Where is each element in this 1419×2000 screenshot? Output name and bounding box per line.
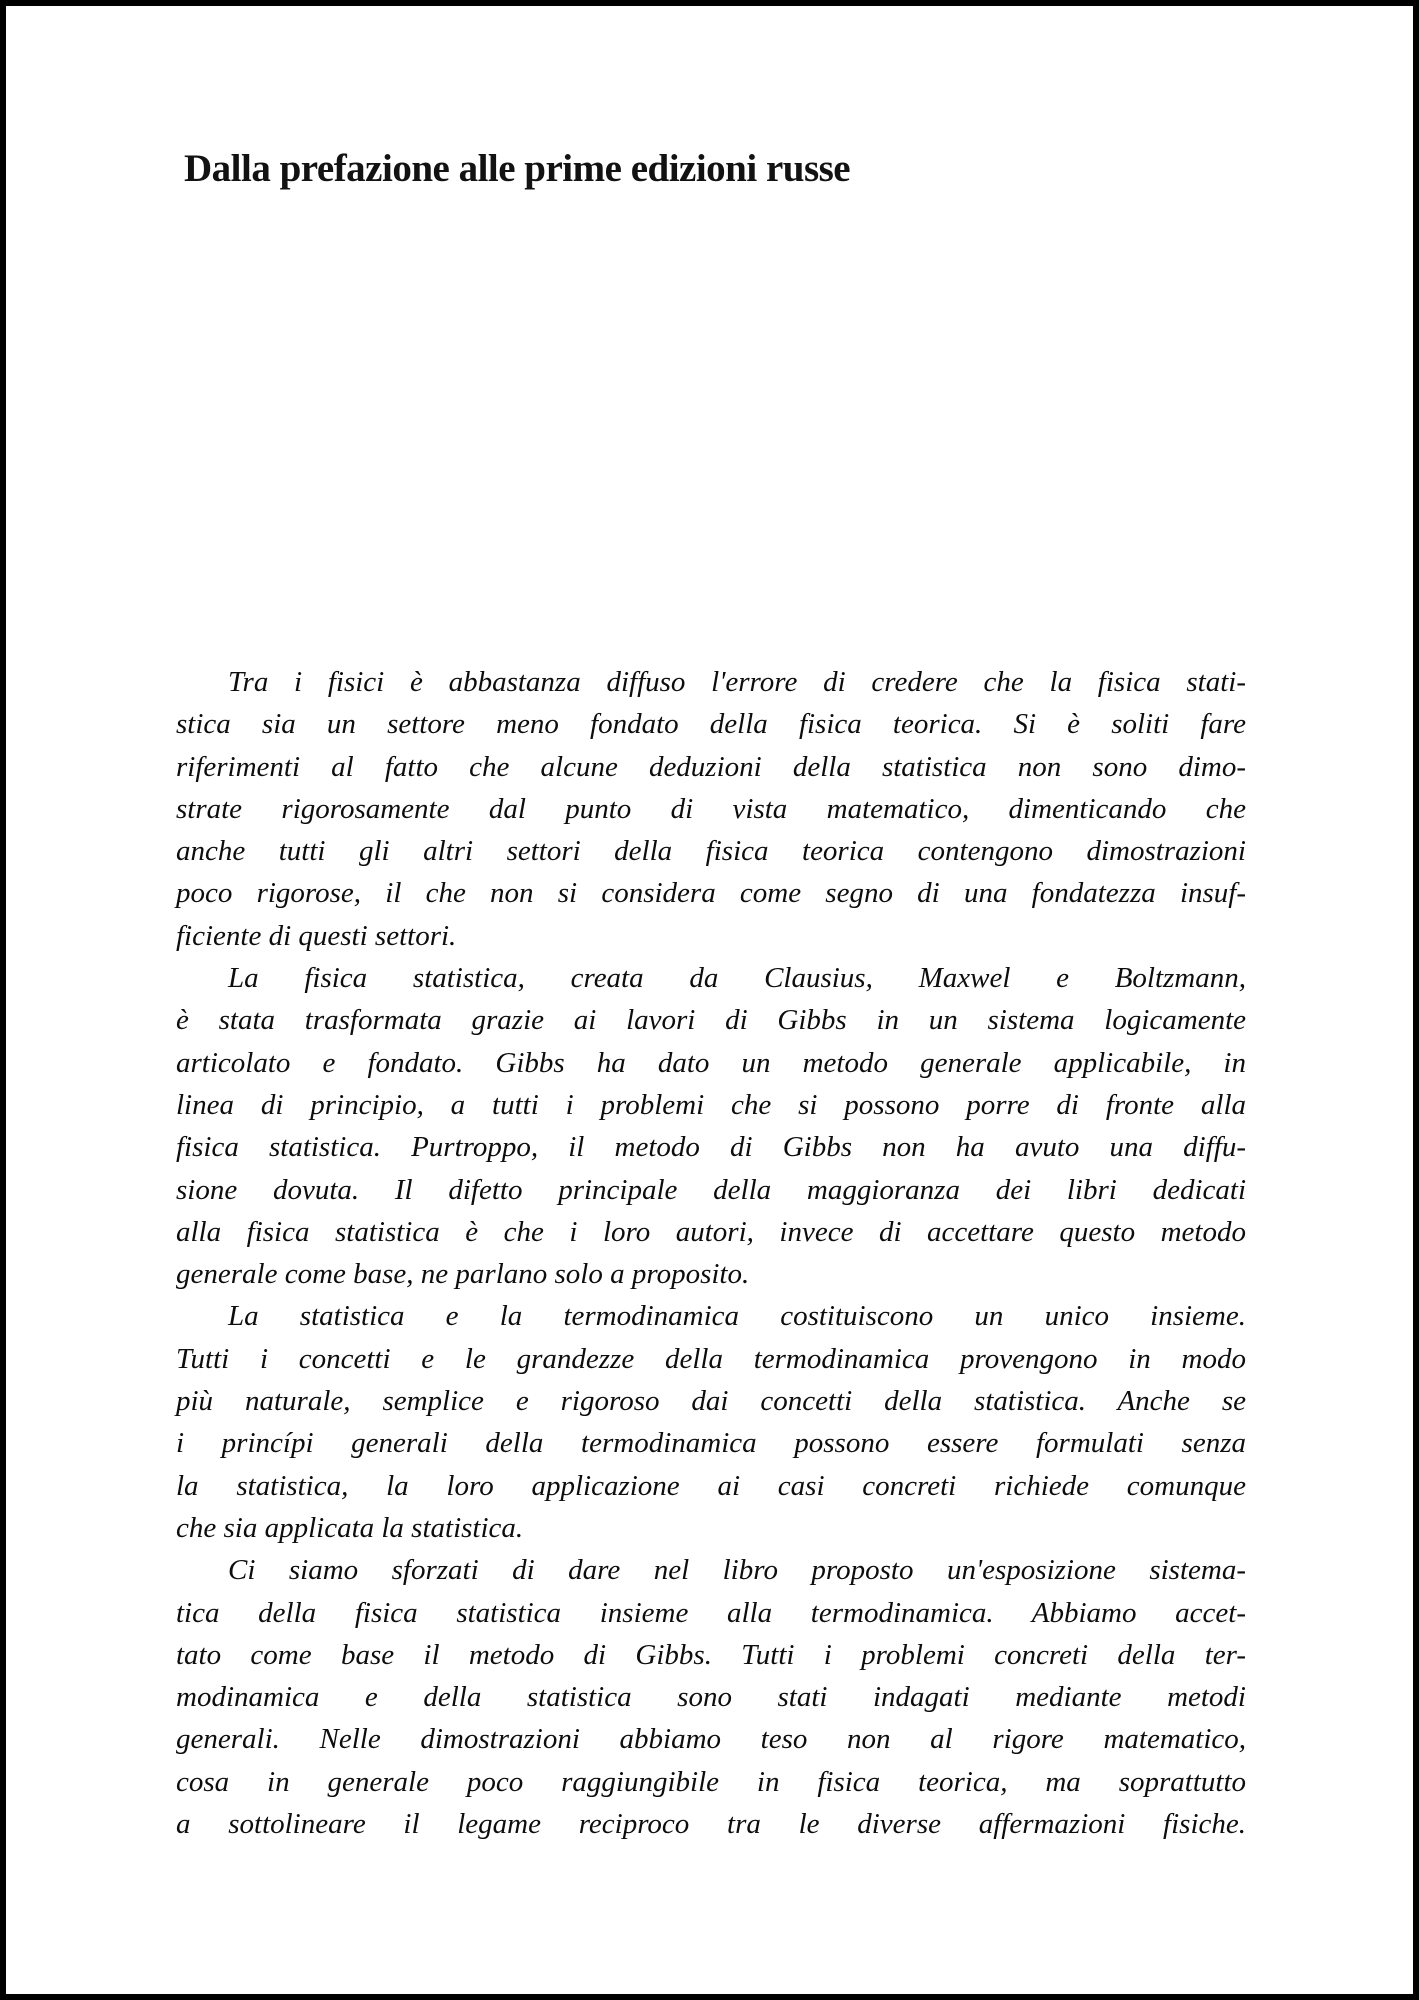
text-line: ficiente di questi settori. xyxy=(176,919,457,952)
text-line: articolato e fondato. Gibbs ha dato un metodo generale applicabile, in xyxy=(176,1046,1246,1079)
text-line: cosa in generale poco raggiungibile in fisica teorica, ma soprattutto xyxy=(176,1765,1246,1798)
text-line: stica sia un settore meno fondato della fisica teorica. Si è soliti fare xyxy=(176,708,1246,741)
body-text xyxy=(176,661,1246,1845)
text-line: tica della fisica statistica insieme alla termodinamica. Abbiamo accet- xyxy=(176,1596,1246,1629)
text-line: Ci siamo sforzati di dare nel libro proposto un'esposizione sistema- xyxy=(228,1554,1246,1587)
text-line: sione dovuta. Il difetto principale della maggioranza dei libri dedicati xyxy=(176,1173,1246,1206)
text-line: a sottolineare il legame reciproco tra le diverse affermazioni fisiche. xyxy=(176,1808,1246,1841)
text-line: è stata trasformata grazie ai lavori di Gibbs in un sistema logicamente xyxy=(176,1004,1246,1037)
text-line: i princípi generali della termodinamica possono essere formulati senza xyxy=(176,1427,1246,1460)
text-line: che sia applicata la statistica. xyxy=(176,1511,524,1544)
text-line: tato come base il metodo di Gibbs. Tutti i problemi concreti della ter- xyxy=(176,1638,1246,1671)
text-line: fisica statistica. Purtroppo, il metodo di Gibbs non ha avuto una diffu- xyxy=(176,1131,1246,1164)
text-line: riferimenti al fatto che alcune deduzioni della statistica non sono dimo- xyxy=(176,750,1246,783)
text-line: poco rigorose, il che non si considera come segno di una fondatezza insuf- xyxy=(176,877,1246,910)
text-line: alla fisica statistica è che i loro autori, invece di accettare questo metodo xyxy=(176,1215,1246,1248)
text-line: Tutti i concetti e le grandezze della termodinamica provengono in modo xyxy=(176,1342,1246,1375)
text-line: linea di principio, a tutti i problemi che si possono porre di fronte alla xyxy=(176,1088,1246,1121)
text-line: più naturale, semplice e rigoroso dai concetti della statistica. Anche se xyxy=(176,1385,1246,1418)
text-line: generale come base, ne parlano solo a proposito. xyxy=(176,1258,750,1291)
text-line: anche tutti gli altri settori della fisica teorica contengono dimostrazioni xyxy=(176,835,1246,868)
text-line: generali. Nelle dimostrazioni abbiamo teso non al rigore matematico, xyxy=(176,1723,1246,1756)
text-line: La fisica statistica, creata da Clausius, Maxwel e Boltzmann, xyxy=(228,962,1246,995)
text-line: Tra i fisici è abbastanza diffuso l'errore di credere che la fisica stati- xyxy=(228,666,1246,698)
text-line: modinamica e della statistica sono stati indagati mediante metodi xyxy=(176,1681,1246,1714)
text-line: la statistica, la loro applicazione ai casi concreti richiede comunque xyxy=(176,1469,1246,1502)
text-line: strate rigorosamente dal punto di vista matematico, dimenticando che xyxy=(176,792,1246,825)
text-line: La statistica e la termodinamica costituiscono un unico insieme. xyxy=(228,1300,1246,1333)
page-title: Dalla prefazione alle prime edizioni russe xyxy=(184,147,851,190)
